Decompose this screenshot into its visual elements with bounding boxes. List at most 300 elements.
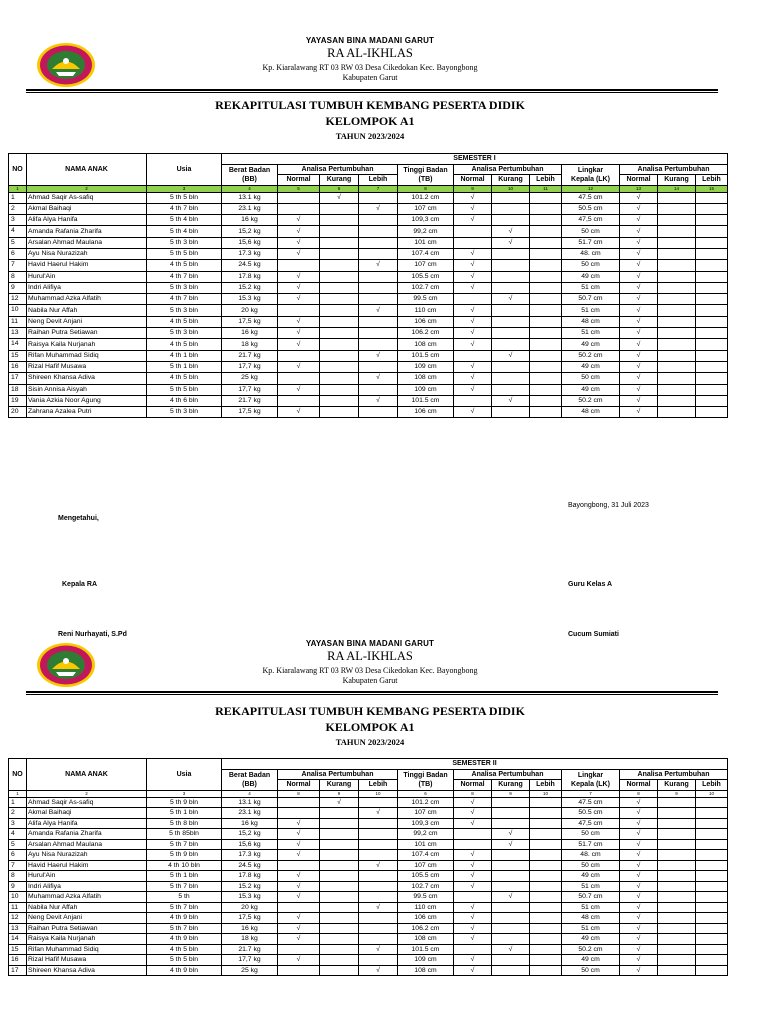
table-row (9, 923, 728, 934)
row-no: 16 (9, 361, 27, 372)
row-no: 3 (9, 818, 27, 829)
empty-cell (492, 860, 530, 871)
check-mark-kurang: √ (320, 192, 359, 203)
empty-cell (658, 328, 696, 339)
row-name: Neng Devit Anjani (27, 913, 147, 924)
check-mark-normal: √ (454, 871, 492, 882)
row-bb: 15.2 kg (222, 282, 278, 293)
empty-cell (530, 328, 562, 339)
empty-cell (359, 913, 398, 924)
empty-cell (320, 395, 359, 406)
row-tb: 108 cm (398, 934, 454, 945)
row-no: 8 (9, 271, 27, 282)
check-mark-normal: √ (620, 860, 658, 871)
row-age: 5 th 9 bln (147, 797, 222, 808)
index-cell: 10 (530, 790, 562, 797)
row-lk: 50 cm (562, 373, 620, 384)
row-no: 12 (9, 294, 27, 305)
check-mark-normal: √ (454, 913, 492, 924)
check-mark-normal: √ (454, 282, 492, 293)
row-bb: 16 kg (222, 923, 278, 934)
empty-cell (359, 192, 398, 203)
row-name: Havid Haerul Hakim (27, 260, 147, 271)
index-cell: 4 (222, 790, 278, 797)
empty-cell (696, 407, 728, 418)
check-mark-normal: √ (620, 871, 658, 882)
empty-cell (320, 902, 359, 913)
empty-cell (359, 829, 398, 840)
check-mark-normal: √ (454, 271, 492, 282)
row-name: Hurul'Ain (27, 871, 147, 882)
check-mark-normal: √ (454, 902, 492, 913)
table-row (9, 294, 728, 305)
col-tb-abbr: (TB) (418, 780, 433, 788)
row-lk: 48. cm (562, 248, 620, 259)
row-lk: 49 cm (562, 384, 620, 395)
empty-cell (320, 361, 359, 372)
row-name: Ahmad Saqir As-safiq (27, 192, 147, 203)
check-mark-normal: √ (620, 237, 658, 248)
empty-cell (454, 829, 492, 840)
row-name: Shireen Khansa Adiva (27, 373, 147, 384)
col-analysis-lk: Analisa Pertumbuhan (620, 164, 728, 175)
table-row (9, 407, 728, 418)
check-mark-normal: √ (454, 192, 492, 203)
row-no: 5 (9, 839, 27, 850)
empty-cell (492, 850, 530, 861)
row-tb: 99.5 cm (398, 294, 454, 305)
index-cell: 6 (320, 185, 359, 192)
row-name: Shireen Khansa Adiva (27, 965, 147, 976)
letterhead-rule-thin (26, 694, 718, 695)
empty-cell (492, 965, 530, 976)
col-age: Usia (147, 154, 222, 186)
table-row (9, 850, 728, 861)
report-title-line: REKAPITULASI TUMBUH KEMBANG PESERTA DIDIK (215, 98, 525, 112)
row-tb: 107 cm (398, 260, 454, 271)
check-mark-kurang: √ (492, 350, 530, 361)
empty-cell (530, 913, 562, 924)
empty-cell (696, 203, 728, 214)
empty-cell (320, 965, 359, 976)
row-name: Rifan Muhammad Sidiq (27, 944, 147, 955)
row-name: Ayu Nisa Nurazizah (27, 248, 147, 259)
table-row (9, 892, 728, 903)
empty-cell (530, 384, 562, 395)
empty-cell (320, 305, 359, 316)
check-mark-lebih: √ (359, 902, 398, 913)
empty-cell (492, 361, 530, 372)
empty-cell (530, 797, 562, 808)
empty-cell (492, 934, 530, 945)
empty-cell (530, 860, 562, 871)
empty-cell (320, 328, 359, 339)
row-no: 8 (9, 871, 27, 882)
row-no: 19 (9, 395, 27, 406)
table-row (9, 818, 728, 829)
empty-cell (359, 282, 398, 293)
empty-cell (359, 237, 398, 248)
check-mark-normal: √ (278, 923, 320, 934)
table-row (9, 350, 728, 361)
empty-cell (530, 965, 562, 976)
row-tb: 109,3 cm (398, 215, 454, 226)
row-lk: 51.7 cm (562, 839, 620, 850)
empty-cell (359, 892, 398, 903)
check-mark-kurang: √ (492, 944, 530, 955)
check-mark-normal: √ (620, 248, 658, 259)
empty-cell (658, 248, 696, 259)
letterhead-rule-thin (26, 92, 718, 93)
row-tb: 107.4 cm (398, 248, 454, 259)
row-no: 18 (9, 384, 27, 395)
empty-cell (696, 215, 728, 226)
row-lk: 49 cm (562, 271, 620, 282)
empty-cell (359, 361, 398, 372)
empty-cell (658, 305, 696, 316)
table-row (9, 237, 728, 248)
foundation-name: YAYASAN BINA MADANI GARUT (305, 36, 435, 45)
check-mark-normal: √ (454, 373, 492, 384)
empty-cell (492, 339, 530, 350)
row-age: 4 th 5 bln (147, 316, 222, 327)
index-cell: 7 (562, 790, 620, 797)
empty-cell (530, 260, 562, 271)
empty-cell (320, 215, 359, 226)
row-bb: 20 kg (222, 902, 278, 913)
col-lk-abbr: Kepala (LK) (571, 175, 610, 183)
empty-cell (359, 407, 398, 418)
semester-label: SEMESTER II (222, 759, 728, 770)
check-mark-normal: √ (620, 818, 658, 829)
check-mark-normal: √ (454, 881, 492, 892)
row-tb: 110 cm (398, 305, 454, 316)
index-cell: 2 (27, 185, 147, 192)
row-name: Nabila Nur Affah (27, 902, 147, 913)
row-age: 4 th 6 bln (147, 395, 222, 406)
row-no: 15 (9, 944, 27, 955)
empty-cell (492, 260, 530, 271)
school-name: RA AL-IKHLAS (327, 649, 413, 663)
empty-cell (658, 944, 696, 955)
empty-cell (696, 339, 728, 350)
empty-cell (320, 818, 359, 829)
empty-cell (359, 839, 398, 850)
row-tb: 101 cm (398, 237, 454, 248)
empty-cell (278, 350, 320, 361)
row-lk: 49 cm (562, 934, 620, 945)
empty-cell (530, 395, 562, 406)
check-mark-kurang: √ (492, 395, 530, 406)
col-bb (222, 164, 278, 185)
row-age: 5 th 1 bln (147, 871, 222, 882)
row-tb: 107.4 cm (398, 850, 454, 861)
empty-cell (454, 350, 492, 361)
index-cell: 9 (492, 790, 530, 797)
check-mark-normal: √ (454, 260, 492, 271)
empty-cell (658, 350, 696, 361)
empty-cell (696, 282, 728, 293)
check-mark-normal: √ (620, 339, 658, 350)
row-lk: 48 cm (562, 913, 620, 924)
empty-cell (696, 829, 728, 840)
row-name: Raisya Kaila Nurjanah (27, 339, 147, 350)
school-regency: Kabupaten Garut (342, 676, 398, 685)
col-tb (398, 769, 454, 790)
check-mark-normal: √ (454, 797, 492, 808)
row-name: Ahmad Saqir As-safiq (27, 797, 147, 808)
row-name: Nabila Nur Affah (27, 305, 147, 316)
check-mark-lebih: √ (359, 350, 398, 361)
row-age: 5 th 4 bln (147, 226, 222, 237)
col-lebih: Lebih (359, 175, 398, 186)
check-mark-normal: √ (620, 361, 658, 372)
row-age: 4 th 7 bln (147, 294, 222, 305)
table-row (9, 934, 728, 945)
empty-cell (320, 944, 359, 955)
report-group: KELOMPOK A1 (325, 114, 415, 128)
empty-cell (359, 328, 398, 339)
row-bb: 17,5 kg (222, 913, 278, 924)
empty-cell (492, 913, 530, 924)
table-row (9, 839, 728, 850)
check-mark-normal: √ (620, 955, 658, 966)
empty-cell (359, 818, 398, 829)
head-name: Reni Nurhayati, S.Pd (58, 631, 127, 638)
row-lk: 49 cm (562, 339, 620, 350)
empty-cell (492, 881, 530, 892)
empty-cell (530, 407, 562, 418)
row-lk: 50 cm (562, 260, 620, 271)
empty-cell (696, 350, 728, 361)
row-no: 16 (9, 955, 27, 966)
index-cell: 2 (27, 790, 147, 797)
empty-cell (658, 339, 696, 350)
empty-cell (359, 215, 398, 226)
school-regency: Kabupaten Garut (342, 73, 398, 82)
row-name: Muhammad Azka Alfatih (27, 294, 147, 305)
empty-cell (530, 215, 562, 226)
empty-cell (696, 839, 728, 850)
empty-cell (278, 944, 320, 955)
index-row (9, 790, 728, 797)
check-mark-lebih: √ (359, 860, 398, 871)
empty-cell (492, 282, 530, 293)
check-mark-normal: √ (278, 226, 320, 237)
index-cell: 8 (398, 185, 454, 192)
row-age: 5 th 4 bln (147, 215, 222, 226)
row-lk: 47.5 cm (562, 797, 620, 808)
row-no: 4 (9, 226, 27, 237)
col-analysis-tb: Analisa Pertumbuhan (454, 769, 562, 780)
row-age: 4 th 7 bln (147, 203, 222, 214)
check-mark-normal: √ (454, 965, 492, 976)
col-normal: Normal (278, 780, 320, 791)
row-tb: 109,3 cm (398, 818, 454, 829)
empty-cell (454, 237, 492, 248)
check-mark-normal: √ (620, 215, 658, 226)
empty-cell (530, 923, 562, 934)
col-normal: Normal (620, 175, 658, 186)
empty-cell (658, 881, 696, 892)
row-tb: 110 cm (398, 902, 454, 913)
empty-cell (492, 871, 530, 882)
col-tb-label: Tinggi Badan (403, 166, 448, 174)
check-mark-normal: √ (278, 328, 320, 339)
table-row (9, 944, 728, 955)
empty-cell (658, 955, 696, 966)
empty-cell (320, 407, 359, 418)
check-mark-kurang: √ (492, 237, 530, 248)
col-lk-label: Lingkar (577, 166, 604, 174)
index-cell: 10 (696, 790, 728, 797)
check-mark-normal: √ (278, 271, 320, 282)
row-tb: 106 cm (398, 407, 454, 418)
check-mark-normal: √ (278, 850, 320, 861)
index-cell: 5 (278, 185, 320, 192)
check-mark-normal: √ (620, 328, 658, 339)
check-mark-normal: √ (454, 923, 492, 934)
row-bb: 25 kg (222, 373, 278, 384)
row-name: Akmal Baihaqi (27, 203, 147, 214)
col-lebih: Lebih (530, 175, 562, 186)
check-mark-lebih: √ (359, 944, 398, 955)
index-row (9, 185, 728, 192)
empty-cell (658, 407, 696, 418)
row-age: 4 th 5 bln (147, 260, 222, 271)
empty-cell (320, 294, 359, 305)
index-cell: 9 (320, 790, 359, 797)
check-mark-normal: √ (454, 860, 492, 871)
empty-cell (530, 808, 562, 819)
row-tb: 107 cm (398, 203, 454, 214)
check-mark-normal: √ (620, 808, 658, 819)
empty-cell (320, 203, 359, 214)
index-cell: 15 (696, 185, 728, 192)
row-age: 5 th 3 bln (147, 237, 222, 248)
page-semester-2 (0, 620, 768, 1024)
row-age: 5 th 7 bln (147, 881, 222, 892)
row-no: 1 (9, 192, 27, 203)
table-row (9, 328, 728, 339)
empty-cell (530, 271, 562, 282)
row-lk: 50.2 cm (562, 350, 620, 361)
empty-cell (696, 316, 728, 327)
letterhead-rule (26, 691, 718, 693)
empty-cell (320, 829, 359, 840)
row-bb: 17.8 kg (222, 871, 278, 882)
empty-cell (492, 923, 530, 934)
row-name: Arsalan Ahmad Maulana (27, 237, 147, 248)
row-name: Rizal Hafif Musawa (27, 361, 147, 372)
row-bb: 21.7 kg (222, 395, 278, 406)
index-cell: 3 (147, 790, 222, 797)
table-row (9, 395, 728, 406)
row-no: 12 (9, 913, 27, 924)
empty-cell (359, 850, 398, 861)
empty-cell (278, 192, 320, 203)
row-no: 3 (9, 215, 27, 226)
letterhead (210, 639, 530, 685)
empty-cell (658, 373, 696, 384)
row-lk: 51 cm (562, 328, 620, 339)
empty-cell (492, 955, 530, 966)
row-bb: 20 kg (222, 305, 278, 316)
check-mark-normal: √ (620, 829, 658, 840)
empty-cell (696, 260, 728, 271)
row-bb: 13.1 kg (222, 797, 278, 808)
check-mark-normal: √ (620, 350, 658, 361)
check-mark-normal: √ (620, 923, 658, 934)
empty-cell (359, 384, 398, 395)
col-bb-label: Berat Badan (228, 166, 271, 174)
col-no: NO (9, 154, 27, 186)
empty-cell (492, 305, 530, 316)
table-row (9, 192, 728, 203)
check-mark-normal: √ (454, 955, 492, 966)
row-no: 17 (9, 373, 27, 384)
row-bb: 15,6 kg (222, 839, 278, 850)
empty-cell (359, 316, 398, 327)
empty-cell (530, 892, 562, 903)
check-mark-normal: √ (454, 361, 492, 372)
row-age: 4 th 10 bln (147, 860, 222, 871)
row-age: 5 th 3 bln (147, 328, 222, 339)
school-emblem-icon (36, 42, 96, 88)
check-mark-normal: √ (454, 203, 492, 214)
check-mark-normal: √ (620, 395, 658, 406)
row-no: 7 (9, 260, 27, 271)
row-no: 20 (9, 407, 27, 418)
table-row (9, 881, 728, 892)
row-tb: 101.5 cm (398, 944, 454, 955)
check-mark-lebih: √ (359, 203, 398, 214)
row-name: Vania Azkia Noor Agung (27, 395, 147, 406)
row-no: 14 (9, 339, 27, 350)
empty-cell (696, 850, 728, 861)
check-mark-normal: √ (278, 913, 320, 924)
check-mark-lebih: √ (359, 395, 398, 406)
check-mark-normal: √ (620, 305, 658, 316)
empty-cell (359, 923, 398, 934)
letterhead-rule (26, 89, 718, 91)
empty-cell (658, 808, 696, 819)
index-cell: 14 (658, 185, 696, 192)
row-tb: 107 cm (398, 860, 454, 871)
empty-cell (530, 818, 562, 829)
empty-cell (696, 294, 728, 305)
row-no: 10 (9, 892, 27, 903)
table-row (9, 248, 728, 259)
check-mark-normal: √ (278, 892, 320, 903)
empty-cell (658, 271, 696, 282)
check-mark-normal: √ (620, 902, 658, 913)
empty-cell (696, 226, 728, 237)
empty-cell (492, 271, 530, 282)
row-lk: 50 cm (562, 226, 620, 237)
empty-cell (696, 808, 728, 819)
check-mark-normal: √ (278, 955, 320, 966)
empty-cell (658, 860, 696, 871)
empty-cell (696, 934, 728, 945)
row-name: Alifa Alya Hanifa (27, 818, 147, 829)
empty-cell (696, 902, 728, 913)
empty-cell (658, 215, 696, 226)
empty-cell (658, 923, 696, 934)
row-lk: 51 cm (562, 305, 620, 316)
empty-cell (278, 395, 320, 406)
table-row (9, 316, 728, 327)
